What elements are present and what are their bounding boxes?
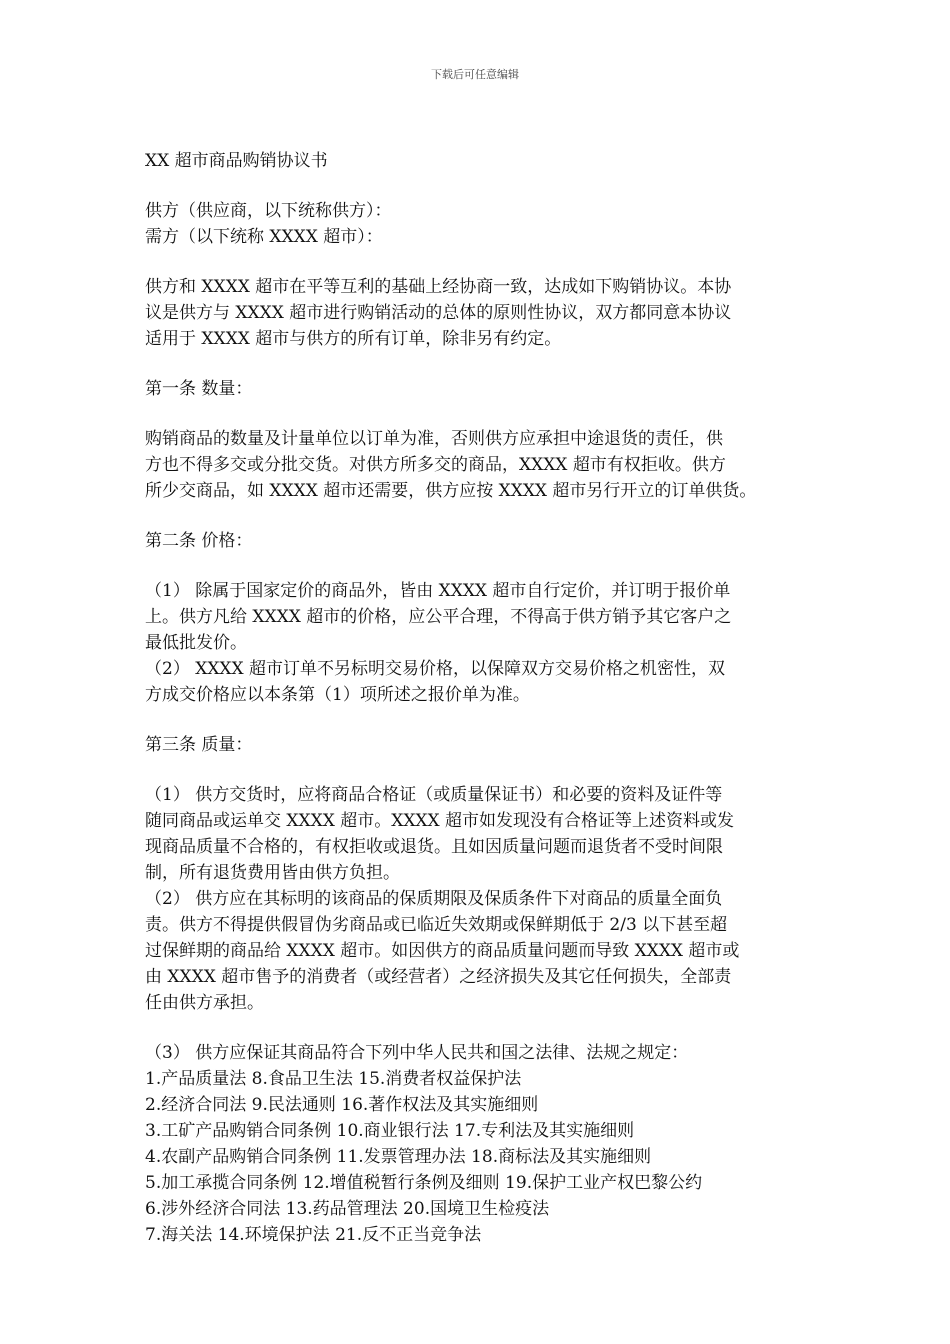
article3-line: 随同商品或运单交 XXXX 超市。XXXX 超市如发现没有合格证等上述资料或发 bbox=[145, 811, 735, 831]
article1-heading: 第一条 数量： bbox=[145, 379, 253, 399]
party-supplier: 供方（供应商，以下统称供方）： bbox=[145, 201, 392, 221]
article2-line: 上。供方凡给 XXXX 超市的价格，应公平合理，不得高于供方销予其它客户之 bbox=[145, 607, 732, 627]
law-list-line: 7.海关法 14.环境保护法 21.反不正当竞争法 bbox=[145, 1225, 482, 1245]
party-buyer: 需方（以下统称 XXXX 超市）： bbox=[145, 227, 383, 247]
article1-line: 所少交商品，如 XXXX 超市还需要，供方应按 XXXX 超市另行开立的订单供货。 bbox=[145, 481, 757, 501]
law-list-line: 4.农副产品购销合同条例 11.发票管理办法 18.商标法及其实施细则 bbox=[145, 1147, 652, 1167]
article3-line: （1） 供方交货时，应将商品合格证（或质量保证书）和必要的资料及证件等 bbox=[145, 785, 723, 805]
law-list-line: 5.加工承揽合同条例 12.增值税暂行条例及细则 19.保护工业产权巴黎公约 bbox=[145, 1173, 703, 1193]
law-list-line: 1.产品质量法 8.食品卫生法 15.消费者权益保护法 bbox=[145, 1069, 522, 1089]
intro-line: 议是供方与 XXXX 超市进行购销活动的总体的原则性协议，双方都同意本协议 bbox=[145, 303, 732, 323]
article3-item3: （3） 供方应保证其商品符合下列中华人民共和国之法律、法规之规定： bbox=[145, 1043, 689, 1063]
article2-line: 方成交价格应以本条第（1）项所述之报价单为准。 bbox=[145, 685, 530, 705]
document-body bbox=[145, 148, 813, 1248]
law-list-line: 3.工矿产品购销合同条例 10.商业银行法 17.专利法及其实施细则 bbox=[145, 1121, 635, 1141]
law-list-line: 6.涉外经济合同法 13.药品管理法 20.国境卫生检疫法 bbox=[145, 1199, 550, 1219]
law-list-line: 2.经济合同法 9.民法通则 16.著作权法及其实施细则 bbox=[145, 1095, 539, 1115]
intro-line: 适用于 XXXX 超市与供方的所有订单，除非另有约定。 bbox=[145, 329, 562, 349]
article1-line: 购销商品的数量及计量单位以订单为准，否则供方应承担中途退货的责任，供 bbox=[145, 429, 723, 449]
article3-line: （2） 供方应在其标明的该商品的保质期限及保质条件下对商品的质量全面负 bbox=[145, 889, 723, 909]
document-title: XX 超市商品购销协议书 bbox=[145, 151, 328, 171]
article2-line: （2） XXXX 超市订单不另标明交易价格，以保障双方交易价格之机密性，双 bbox=[145, 659, 726, 679]
article2-line: 最低批发价。 bbox=[145, 633, 247, 653]
article3-line: 现商品质量不合格的，有权拒收或退货。且如因质量问题而退货者不受时间限 bbox=[145, 837, 723, 857]
article3-heading: 第三条 质量： bbox=[145, 735, 253, 755]
article1-line: 方也不得多交或分批交货。对供方所多交的商品，XXXX 超市有权拒收。供方 bbox=[145, 455, 726, 475]
article3-line: 责。供方不得提供假冒伪劣商品或已临近失效期或保鲜期低于 2/3 以下甚至超 bbox=[145, 915, 728, 935]
article3-line: 任由供方承担。 bbox=[145, 993, 264, 1013]
article3-line: 制，所有退货费用皆由供方负担。 bbox=[145, 863, 400, 883]
article3-line: 过保鲜期的商品给 XXXX 超市。如因供方的商品质量问题而导致 XXXX 超市或 bbox=[145, 941, 740, 961]
article2-line: （1） 除属于国家定价的商品外，皆由 XXXX 超市自行定价，并订明于报价单 bbox=[145, 581, 731, 601]
header-note: 下载后可任意编辑 bbox=[431, 68, 519, 81]
article2-heading: 第二条 价格： bbox=[145, 531, 253, 551]
intro-line: 供方和 XXXX 超市在平等互利的基础上经协商一致，达成如下购销协议。本协 bbox=[145, 277, 732, 297]
article3-line: 由 XXXX 超市售予的消费者（或经营者）之经济损失及其它任何损失，全部责 bbox=[145, 967, 732, 987]
